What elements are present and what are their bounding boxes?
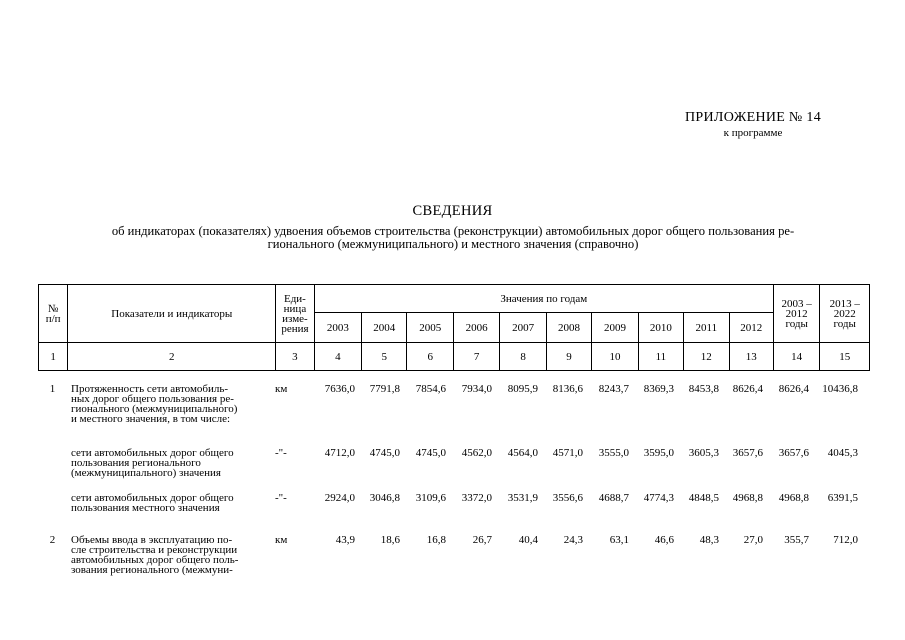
column-number: 8 — [500, 343, 546, 371]
value-cell: 3657,6 — [732, 447, 763, 459]
value-cell: 43,9 — [335, 534, 355, 546]
header-year-2005: 2005 — [407, 313, 453, 343]
indicator-name: Объемы ввода в эксплуатацию по- сле строительства и реконструкции автомобильных дорог общего поль- зования регионального (межмуни- — [71, 534, 239, 576]
header-year-2009: 2009 — [592, 313, 638, 343]
column-number: 11 — [638, 343, 683, 371]
value-cell: 4848,5 — [688, 492, 719, 504]
value-cell: 40,4 — [518, 534, 538, 546]
column-number: 2 — [68, 343, 276, 371]
value-cell: 4712,0 — [324, 447, 355, 459]
appendix-title: ПРИЛОЖЕНИЕ № 14 — [685, 110, 821, 125]
value-cell: 27,0 — [743, 534, 763, 546]
value-cell: 4562,0 — [461, 447, 492, 459]
header-unit: Еди- ница изме- рения — [276, 285, 314, 343]
indicator-name: Протяженность сети автомобиль- ных дорог общего пользования ре- гионального (межмуниципального) и местного значения, в том числе: — [71, 383, 238, 425]
header-year-2004: 2004 — [362, 313, 407, 343]
column-number: 6 — [407, 343, 453, 371]
sum-2003-2012-cell: 355,7 — [784, 534, 809, 546]
value-cell: 3555,0 — [598, 447, 629, 459]
sum-2003-2012-cell: 4968,8 — [778, 492, 809, 504]
value-cell: 8095,9 — [507, 383, 538, 395]
value-cell: 3046,8 — [369, 492, 400, 504]
value-cell: 16,8 — [426, 534, 446, 546]
value-cell: 3372,0 — [461, 492, 492, 504]
value-cell: 3595,0 — [643, 447, 674, 459]
value-cell: 7791,8 — [369, 383, 400, 395]
column-number: 15 — [820, 343, 870, 371]
value-cell: 4745,0 — [369, 447, 400, 459]
header-indicator: Показатели и индикаторы — [68, 285, 276, 343]
sum-2003-2012-cell: 3657,6 — [778, 447, 809, 459]
header-year-2010: 2010 — [638, 313, 683, 343]
unit-cell: -"- — [275, 447, 287, 459]
indicator-name: сети автомобильных дорог общего пользования регионального (межмуниципального) значения — [71, 447, 234, 479]
header-num: № п/п — [39, 285, 68, 343]
header-sum-2003-2012: 2003 – 2012 годы — [773, 285, 819, 343]
value-cell: 3556,6 — [552, 492, 583, 504]
value-cell: 4774,3 — [643, 492, 674, 504]
value-cell: 8453,8 — [688, 383, 719, 395]
row-number: 2 — [49, 534, 56, 546]
value-cell: 7854,6 — [415, 383, 446, 395]
unit-cell: км — [275, 534, 288, 546]
value-cell: 46,6 — [654, 534, 674, 546]
value-cell: 3531,9 — [507, 492, 538, 504]
unit-cell: -"- — [275, 492, 287, 504]
header-sum-2013-2022: 2013 – 2022 годы — [820, 285, 870, 343]
value-cell: 4688,7 — [598, 492, 629, 504]
column-number: 14 — [773, 343, 819, 371]
value-cell: 63,1 — [609, 534, 629, 546]
value-cell: 48,3 — [699, 534, 719, 546]
appendix-subtitle: к программе — [723, 127, 783, 139]
value-cell: 18,6 — [380, 534, 400, 546]
value-cell: 8626,4 — [732, 383, 763, 395]
subtitle-line-2: гионального (межмуниципального) и местного значения (справочно) — [267, 237, 639, 251]
value-cell: 24,3 — [563, 534, 583, 546]
value-cell: 2924,0 — [324, 492, 355, 504]
header-year-2003: 2003 — [314, 313, 361, 343]
row-number: 1 — [49, 383, 56, 395]
value-cell: 8136,6 — [552, 383, 583, 395]
value-cell: 4745,0 — [415, 447, 446, 459]
value-cell: 3605,3 — [688, 447, 719, 459]
sum-2013-2022-cell: 10436,8 — [822, 383, 858, 395]
sum-2003-2012-cell: 8626,4 — [778, 383, 809, 395]
value-cell: 26,7 — [472, 534, 492, 546]
document-title: СВЕДЕНИЯ — [412, 203, 493, 219]
value-cell: 4571,0 — [552, 447, 583, 459]
column-number: 3 — [276, 343, 314, 371]
column-number: 10 — [592, 343, 638, 371]
column-number: 5 — [362, 343, 407, 371]
column-number: 1 — [39, 343, 68, 371]
header-year-2006: 2006 — [453, 313, 499, 343]
value-cell: 3109,6 — [415, 492, 446, 504]
unit-cell: км — [275, 383, 288, 395]
header-year-2012: 2012 — [729, 313, 773, 343]
value-cell: 4564,0 — [507, 447, 538, 459]
column-number: 12 — [684, 343, 729, 371]
header-year-2007: 2007 — [500, 313, 546, 343]
column-number: 4 — [314, 343, 361, 371]
subtitle-line-1: об индикаторах (показателях) удвоения объемов строительства (реконструкции) автомобильных дорог общего пользования ре- — [111, 224, 795, 238]
header-year-2008: 2008 — [546, 313, 591, 343]
column-number: 13 — [729, 343, 773, 371]
column-number: 9 — [546, 343, 591, 371]
column-number: 7 — [453, 343, 499, 371]
indicator-name: сети автомобильных дорог общего пользования местного значения — [71, 492, 234, 514]
value-cell: 8243,7 — [598, 383, 629, 395]
value-cell: 4968,8 — [732, 492, 763, 504]
sum-2013-2022-cell: 4045,3 — [827, 447, 858, 459]
header-year-2011: 2011 — [684, 313, 729, 343]
value-cell: 8369,3 — [643, 383, 674, 395]
sum-2013-2022-cell: 6391,5 — [827, 492, 858, 504]
value-cell: 7934,0 — [461, 383, 492, 395]
header-years-group: Значения по годам — [314, 285, 773, 313]
sum-2013-2022-cell: 712,0 — [833, 534, 858, 546]
value-cell: 7636,0 — [324, 383, 355, 395]
